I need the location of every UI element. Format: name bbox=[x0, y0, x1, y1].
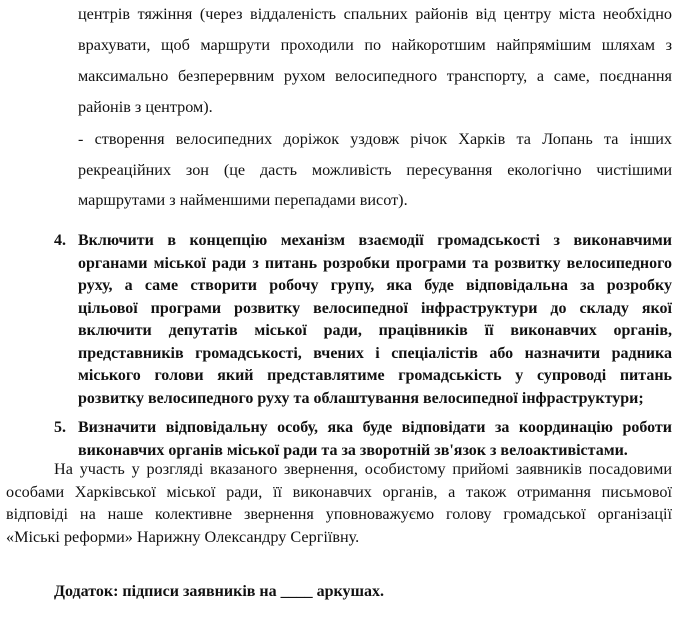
text-line: міського голови який представлятиме громадськість у супроводі питань bbox=[78, 367, 672, 384]
text-line: розвитку велосипедного руху та облаштування велосипедної інфраструктури; bbox=[78, 389, 644, 407]
text-line: відповіді на наше колективне звернення уповноважуємо голову громадської організації bbox=[6, 505, 672, 523]
text-line: особами Харківської міської ради, її виконавчих органів, а також отримання письмової bbox=[6, 482, 672, 501]
appendix-note: Додаток: підписи заявників на ____ аркушах. bbox=[54, 583, 385, 600]
text-line: рекреаційних зон (це дасть можливість пересування екологічно чистішими bbox=[78, 161, 672, 179]
text-line: представників громадськості, вчених і спеціалістів або назначити радника bbox=[78, 344, 672, 362]
text-line: центрів тяжіння (через віддаленість спальних районів від центру міста необхідно bbox=[78, 5, 672, 23]
text-line: руху, а саме створити робочу групу, яка буде відповідальна за розробку bbox=[78, 277, 672, 294]
item-number: 5. bbox=[54, 419, 66, 436]
text-line: включити депутатів міської ради, працівників її виконавчих органів, bbox=[78, 322, 672, 339]
text-line: На участь у розгляді вказаного звернення, особистому прийомі заявників посадовими bbox=[54, 460, 672, 478]
text-line: маршрутами з найменшими перепадами висот). bbox=[78, 191, 408, 209]
text-line: максимально безперервним рухом велосипедного транспорту, а саме, поєднання bbox=[78, 67, 672, 85]
text-line: виконавчих органів міської ради та за зворотній зв'язок з велоактивістами. bbox=[78, 441, 628, 459]
text-line: Визначити відповідальну особу, яка буде відповідати за координацію роботи bbox=[78, 419, 672, 436]
text-line: Включити в концепцію механізм взаємодії громадськості з виконавчими bbox=[78, 232, 672, 249]
text-line: цільової програми розвитку велосипедної інфраструктури до складу якої bbox=[78, 299, 672, 317]
text-line: «Міські реформи» Нарижну Олександру Сергіївну. bbox=[6, 527, 360, 546]
text-line: органами міської ради з питань розробки програми та розвитку велосипедного bbox=[78, 254, 672, 272]
text-line: - створення велосипедних доріжок уздовж річок Харків та Лопань та інших bbox=[78, 130, 672, 148]
item-number: 4. bbox=[54, 232, 66, 249]
text-line: врахувати, щоб маршрути проходили по найкоротшим найпрямішим шляхам з bbox=[78, 36, 672, 54]
text-line: районів з центром). bbox=[78, 98, 213, 116]
